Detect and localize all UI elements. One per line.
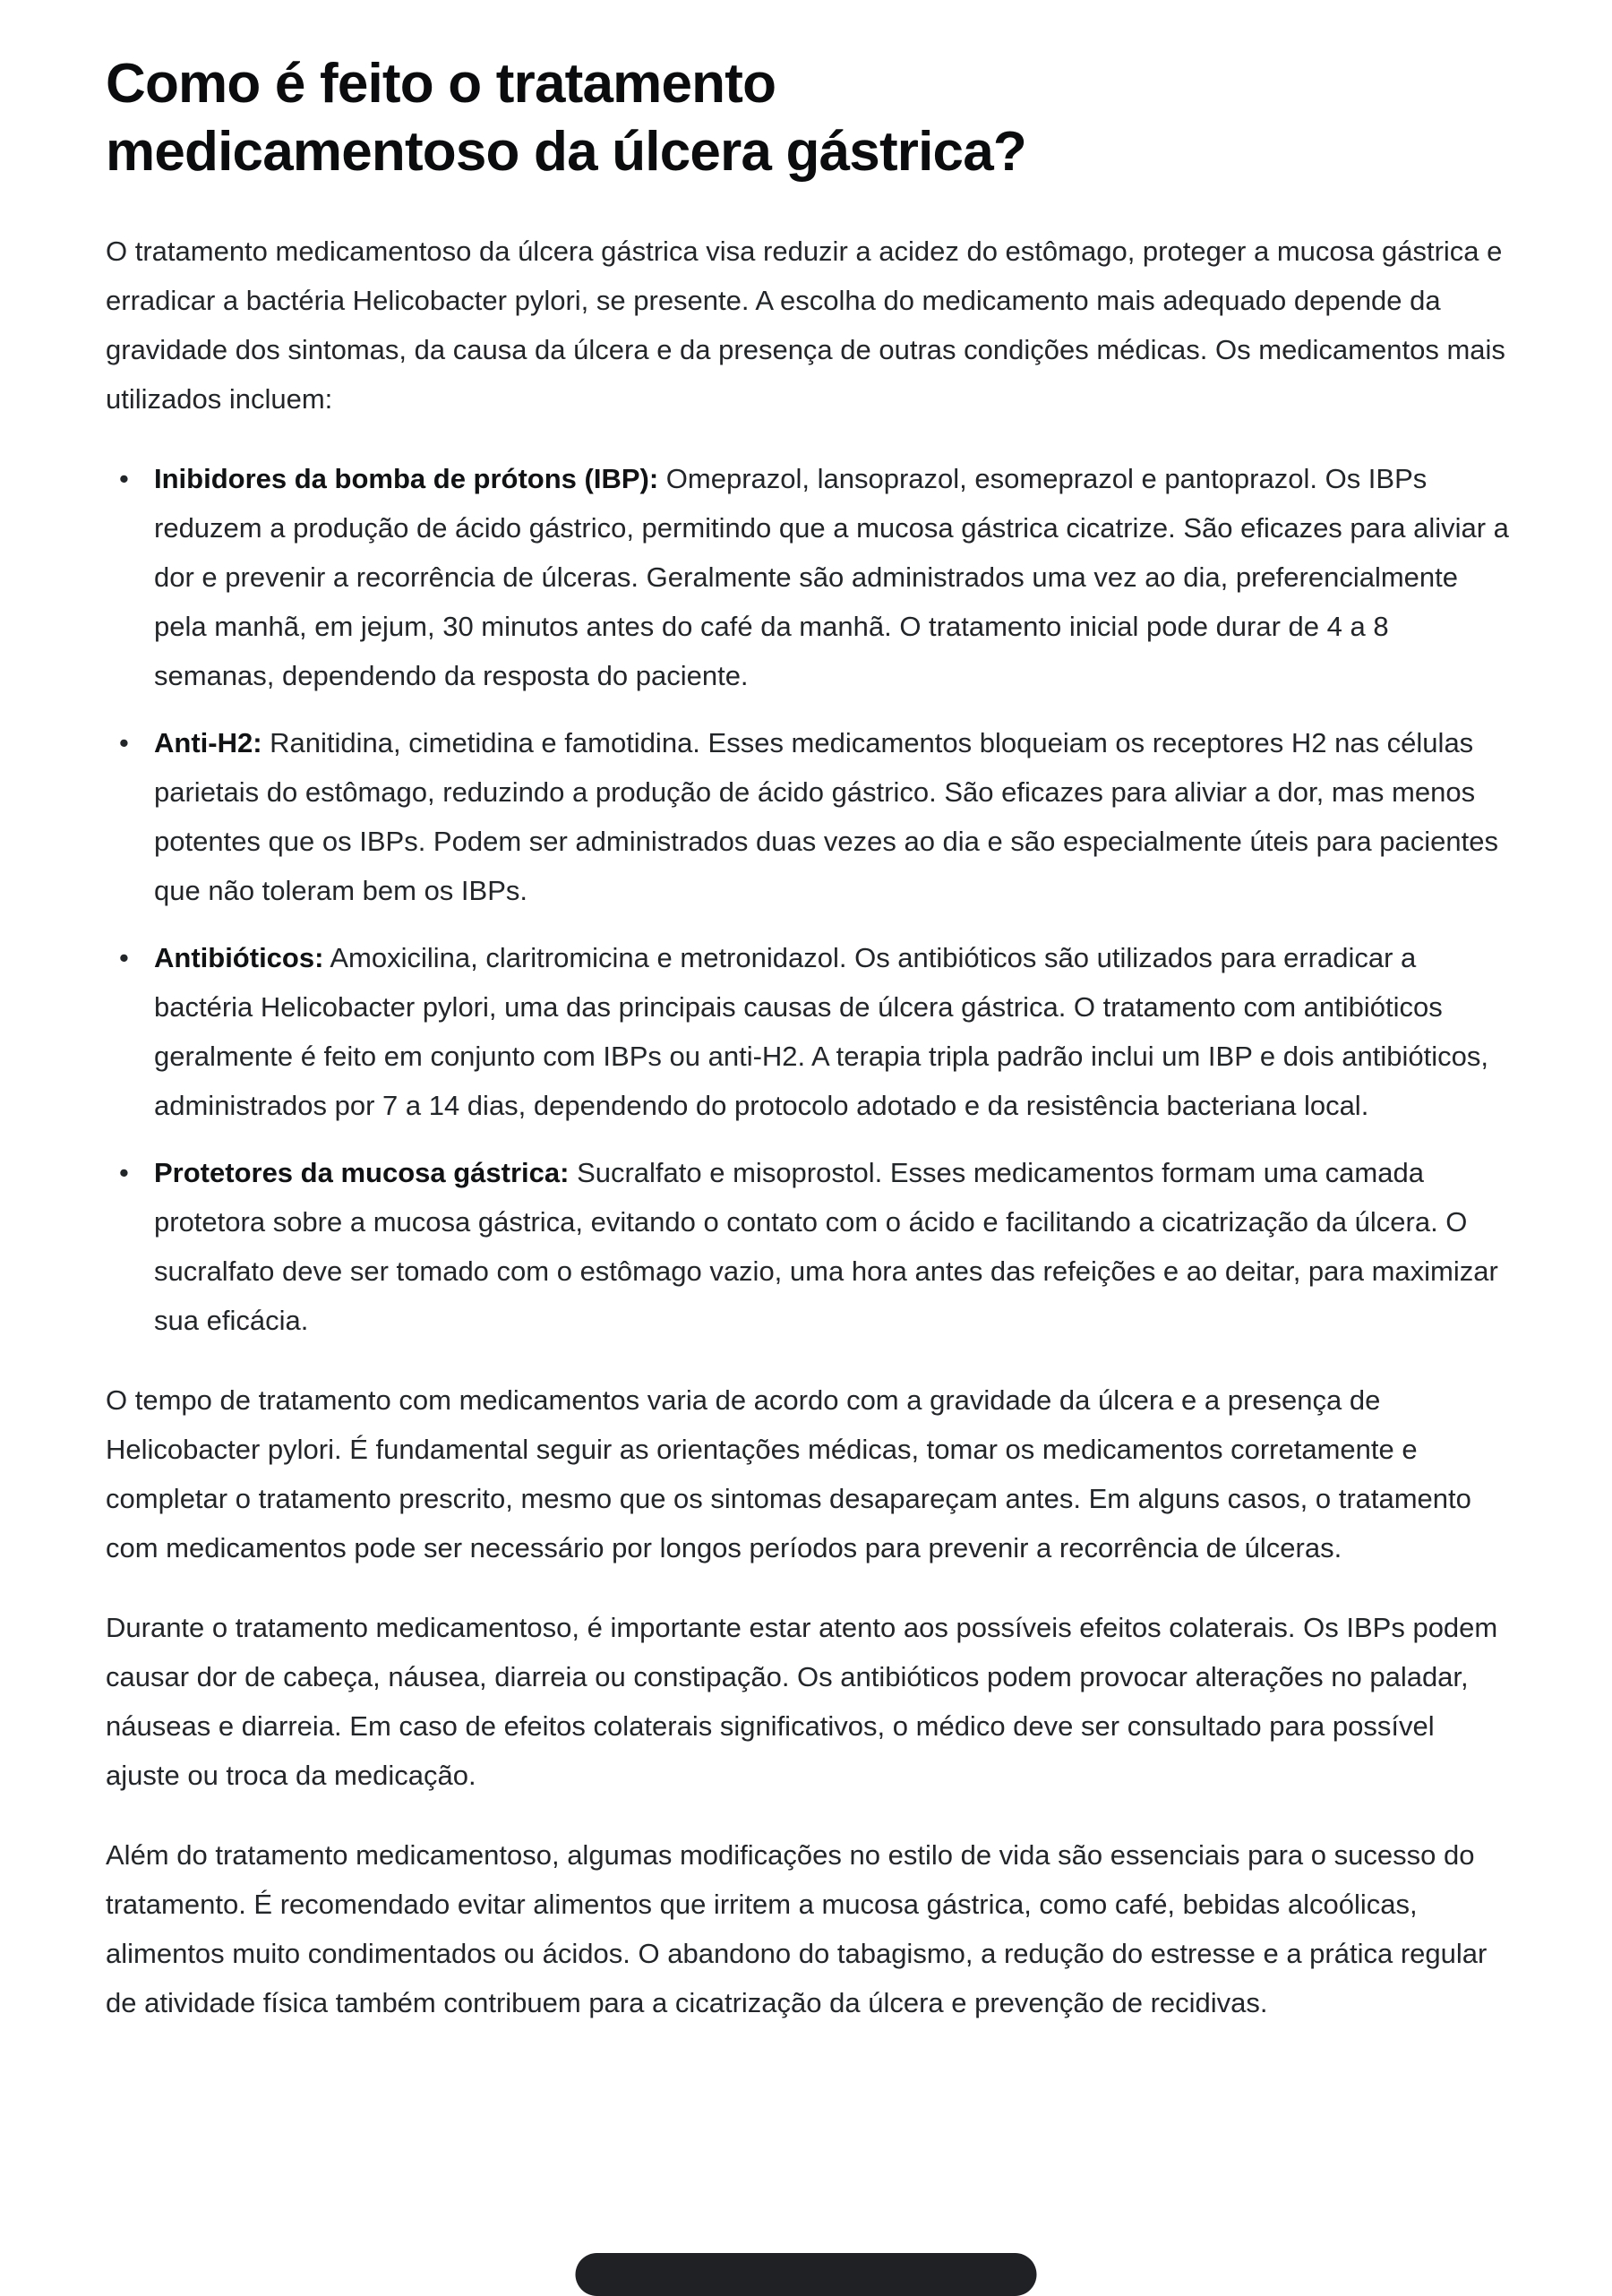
list-item-protetores — [106, 1148, 1509, 1345]
list-item-antibioticos — [106, 933, 1509, 1130]
paragraph-lifestyle: Além do tratamento medicamentoso, algumas modificações no estilo de vida são essenciais para o sucesso do tratamento. É recomendado evitar alimentos que irritem a mucosa gástrica, como café, bebidas alcoólicas, alimentos muito condimentados ou ácidos. O abandono do tabagismo, a redução do estresse e a prática regular de atividade física também contribuem para a cicatrização da úlcera e prevenção de recidivas. — [106, 1839, 1488, 2019]
page-title: Como é feito o tratamento medicamentoso da úlcera gástrica? — [106, 53, 1026, 183]
list-item-label: Antibióticos: — [154, 942, 324, 974]
list-item-text: Amoxicilina, claritromicina e metronidazol. Os antibióticos são utilizados para erradicar a bactéria Helicobacter pylori, uma das principais causas de úlcera gástrica. O tratamento com antibióticos geralmente é feito em conjunto com IBPs ou anti-H2. A terapia tripla padrão inclui um IBP e dois antibióticos, administrados por 7 a 14 dias, dependendo do protocolo adotado e da resistência bacteriana local. — [154, 942, 1488, 1122]
paragraph-side-effects: Durante o tratamento medicamentoso, é importante estar atento aos possíveis efeitos colaterais. Os IBPs podem causar dor de cabeça, náusea, diarreia ou constipação. Os antibióticos podem provocar alterações no paladar, náuseas e diarreia. Em caso de efeitos colaterais significativos, o médico deve ser consultado para possível ajuste ou troca da medicação. — [106, 1612, 1498, 1792]
list-item-text: Omeprazol, lansoprazol, esomeprazol e pantoprazol. Os IBPs reduzem a produção de ácido gástrico, permitindo que a mucosa gástrica cicatrize. São eficazes para aliviar a dor e prevenir a recorrência de úlceras. Geralmente são administrados uma vez ao dia, preferencialmente pela manhã, em jejum, 30 minutos antes do café da manhã. O tratamento inicial pode durar de 4 a 8 semanas, dependendo da resposta do paciente. — [154, 463, 1509, 692]
paragraph-duration: O tempo de tratamento com medicamentos varia de acordo com a gravidade da úlcera e a presença de Helicobacter pylori. É fundamental seguir as orientações médicas, tomar os medicamentos corretamente e completar o tratamento prescrito, mesmo que os sintomas desapareçam antes. Em alguns casos, o tratamento com medicamentos pode ser necessário por longos períodos para prevenir a recorrência de úlceras. — [106, 1384, 1471, 1564]
list-item-text: Sucralfato e misoprostol. Esses medicamentos formam uma camada protetora sobre a mucosa gástrica, evitando o contato com o ácido e facilitando a cicatrização da úlcera. O sucralfato deve ser tomado com o estômago vazio, uma hora antes das refeições e ao deitar, para maximizar sua eficácia. — [154, 1157, 1498, 1337]
bottom-pill-bar[interactable] — [576, 2253, 1037, 2296]
list-item-label: Anti-H2: — [154, 727, 262, 759]
list-item-label: Protetores da mucosa gástrica: — [154, 1157, 570, 1189]
intro-paragraph: O tratamento medicamentoso da úlcera gástrica visa reduzir a acidez do estômago, proteger a mucosa gástrica e erradicar a bactéria Helicobacter pylori, se presente. A escolha do medicamento mais adequado depende da gravidade dos sintomas, da causa da úlcera e da presença de outras condições médicas. Os medicamentos mais utilizados incluem: — [106, 236, 1505, 416]
medication-list — [106, 454, 1509, 1345]
list-item-label: Inibidores da bomba de prótons (IBP): — [154, 463, 659, 495]
list-item-text: Ranitidina, cimetidina e famotidina. Esses medicamentos bloqueiam os receptores H2 nas células parietais do estômago, reduzindo a produção de ácido gástrico. São eficazes para aliviar a dor, mas menos potentes que os IBPs. Podem ser administrados duas vezes ao dia e são especialmente úteis para pacientes que não toleram bem os IBPs. — [154, 727, 1498, 907]
list-item-ibp — [106, 454, 1509, 700]
list-item-anti-h2 — [106, 718, 1509, 915]
